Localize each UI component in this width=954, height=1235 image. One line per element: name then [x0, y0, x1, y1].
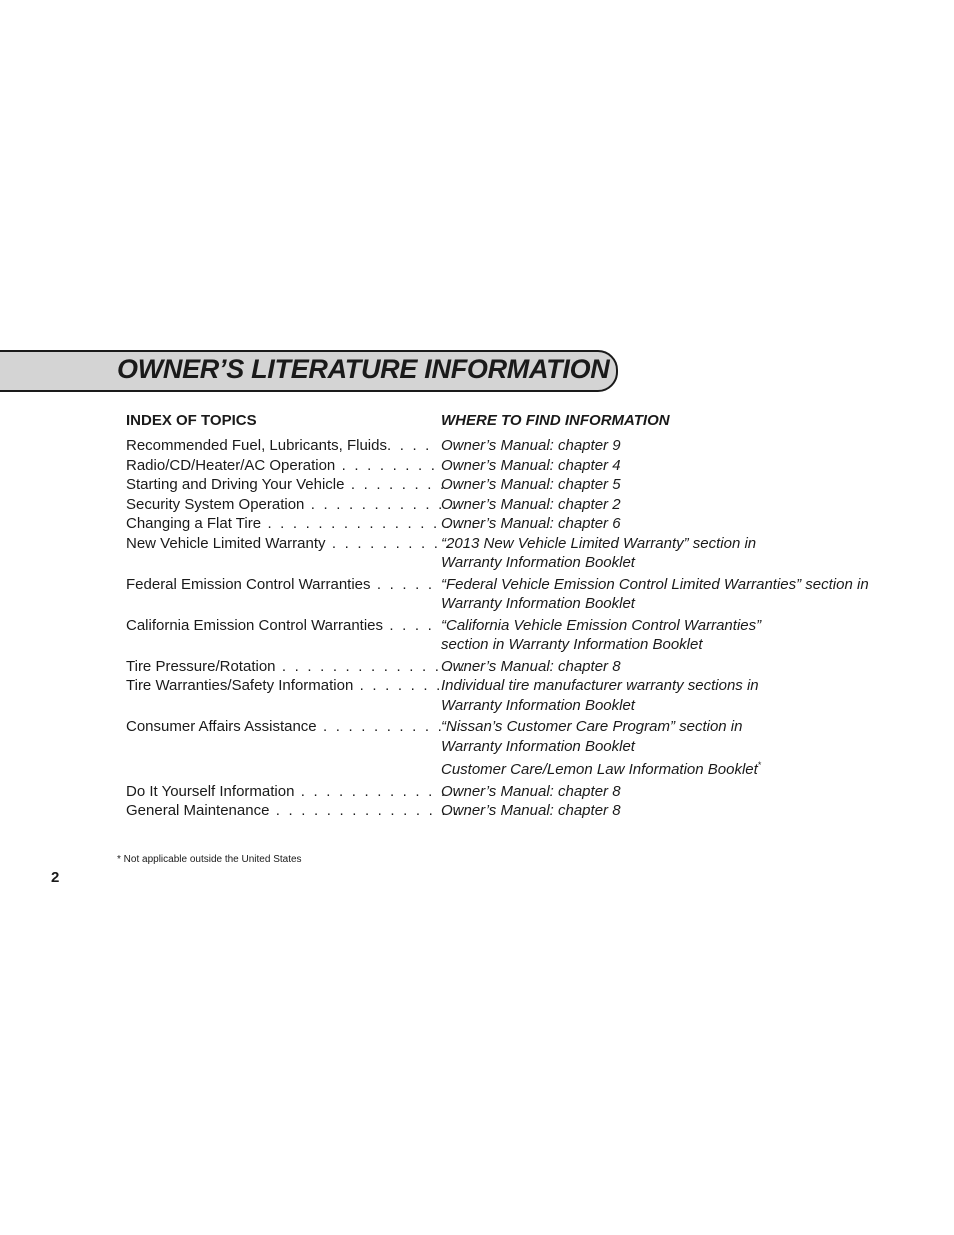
topic-label: General Maintenance — [126, 802, 270, 819]
info-text: Owner’s Manual: chapter 8 — [441, 657, 621, 675]
topic-cell — [126, 782, 460, 802]
info-line — [441, 456, 886, 476]
index-of-topics-heading: INDEX OF TOPICS — [126, 412, 257, 429]
topic-label: Starting and Driving Your Vehicle — [126, 476, 345, 493]
info-text: “Federal Vehicle Emission Control Limited Warranties” section in — [441, 575, 869, 593]
info-line — [441, 616, 886, 636]
topic-cell — [126, 475, 447, 495]
leader-dots: . . . . . . . . . . — [325, 534, 453, 552]
info-line — [441, 495, 886, 515]
topic-cell — [126, 534, 453, 554]
info-text: section in Warranty Information Booklet — [441, 636, 703, 653]
leader-dots: . . . . . . . . — [335, 456, 438, 474]
info-line — [441, 696, 886, 716]
info-text: Owner’s Manual: chapter 8 — [441, 802, 621, 819]
leader-dots: . . . . . . . . . . . . . — [294, 782, 460, 800]
topic-cell — [126, 717, 457, 737]
info-cell — [441, 801, 886, 821]
info-cell — [441, 456, 886, 476]
info-text: Warranty Information Booklet — [441, 696, 635, 714]
table-row — [126, 456, 886, 476]
info-line — [441, 575, 886, 595]
info-cell — [441, 475, 886, 495]
info-cell — [441, 676, 886, 715]
info-line — [441, 475, 886, 495]
topics-table — [126, 436, 886, 821]
table-row — [126, 717, 886, 780]
topic-label: Consumer Affairs Assistance — [126, 718, 317, 735]
page-title: OWNER’S LITERATURE INFORMATION — [117, 354, 610, 384]
info-line — [441, 594, 886, 614]
topic-cell — [126, 657, 480, 677]
info-text: Owner’s Manual: chapter 6 — [441, 515, 621, 532]
topic-cell — [126, 456, 441, 476]
info-text: Individual tire manufacturer warranty sections in — [441, 677, 759, 694]
topic-cell — [126, 801, 474, 821]
info-text: Owner’s Manual: chapter 8 — [441, 782, 621, 800]
leader-dots: . . . . . . . . . . . . . . . . — [269, 802, 474, 819]
leader-dots: . . . . — [386, 437, 432, 454]
info-text: “California Vehicle Emission Control Warranties” — [441, 616, 762, 634]
info-line — [441, 801, 886, 821]
topic-label: Recommended Fuel, Lubricants, Fluids — [126, 437, 387, 454]
topic-cell — [126, 616, 441, 636]
info-text: Owner’s Manual: chapter 2 — [441, 495, 621, 513]
table-row — [126, 801, 886, 821]
topic-cell — [126, 495, 458, 515]
leader-dots: . . . . . . . . . . . — [316, 718, 457, 735]
info-line — [441, 717, 886, 737]
info-line — [441, 534, 886, 554]
topic-cell — [126, 514, 478, 534]
topic-cell — [126, 436, 441, 456]
info-cell — [441, 534, 886, 573]
info-cell — [441, 717, 886, 780]
topic-label: Tire Warranties/Safety Information — [126, 677, 354, 694]
info-text: Warranty Information Booklet — [441, 737, 635, 755]
topic-label: Tire Pressure/Rotation — [126, 657, 276, 675]
table-row — [126, 575, 886, 614]
footnote-marker: * — [757, 760, 762, 770]
info-text: “Nissan’s Customer Care Program” section in — [441, 718, 743, 735]
where-to-find-heading: WHERE TO FIND INFORMATION — [441, 412, 670, 429]
topic-label: Do It Yourself Information — [126, 782, 295, 800]
table-row — [126, 657, 886, 677]
info-text: Customer Care/Lemon Law Information Booklet — [441, 761, 758, 778]
info-cell — [441, 657, 886, 677]
table-row — [126, 534, 886, 573]
info-line — [441, 553, 886, 573]
info-line — [441, 635, 886, 655]
info-line — [441, 657, 886, 677]
topic-cell — [126, 676, 441, 696]
info-cell — [441, 514, 886, 534]
info-cell — [441, 436, 886, 456]
info-line — [441, 436, 886, 456]
info-line — [441, 756, 886, 780]
info-cell — [441, 495, 886, 515]
leader-dots: . . . . . . . — [353, 677, 443, 694]
topic-label: Security System Operation — [126, 495, 305, 513]
leader-dots: . . . . — [383, 616, 434, 634]
info-line — [441, 737, 886, 757]
table-row — [126, 782, 886, 802]
table-row — [126, 436, 886, 456]
info-text: Warranty Information Booklet — [441, 554, 635, 571]
leader-dots: . . . . . — [370, 575, 435, 593]
info-line — [441, 676, 886, 696]
footnote: * Not applicable outside the United States — [117, 854, 302, 865]
topic-label: Radio/CD/Heater/AC Operation — [126, 456, 336, 474]
info-cell — [441, 575, 886, 614]
info-text: “2013 New Vehicle Limited Warranty” section in — [441, 534, 757, 552]
info-text: Owner’s Manual: chapter 4 — [441, 456, 621, 474]
info-text: Owner’s Manual: chapter 9 — [441, 437, 621, 454]
info-line — [441, 514, 886, 534]
topic-label: Federal Emission Control Warranties — [126, 575, 371, 593]
info-line — [441, 782, 886, 802]
table-row — [126, 475, 886, 495]
topic-label: California Emission Control Warranties — [126, 616, 384, 634]
info-text: Owner’s Manual: chapter 5 — [441, 476, 621, 493]
page-number: 2 — [51, 869, 60, 886]
leader-dots: . . . . . . . . . . . . — [304, 495, 458, 513]
table-row — [126, 495, 886, 515]
info-cell — [441, 782, 886, 802]
table-row — [126, 616, 886, 655]
topic-cell — [126, 575, 441, 595]
topic-label: Changing a Flat Tire — [126, 515, 262, 532]
leader-dots: . . . . . . . . . . . . . . . . . — [261, 515, 478, 532]
table-row — [126, 514, 886, 534]
topic-label: New Vehicle Limited Warranty — [126, 534, 326, 552]
leader-dots: . . . . . . . . . . . . . . . . — [275, 657, 480, 675]
info-text: Warranty Information Booklet — [441, 595, 635, 612]
info-cell — [441, 616, 886, 655]
leader-dots: . . . . . . . . — [344, 476, 447, 493]
table-row — [126, 676, 886, 715]
